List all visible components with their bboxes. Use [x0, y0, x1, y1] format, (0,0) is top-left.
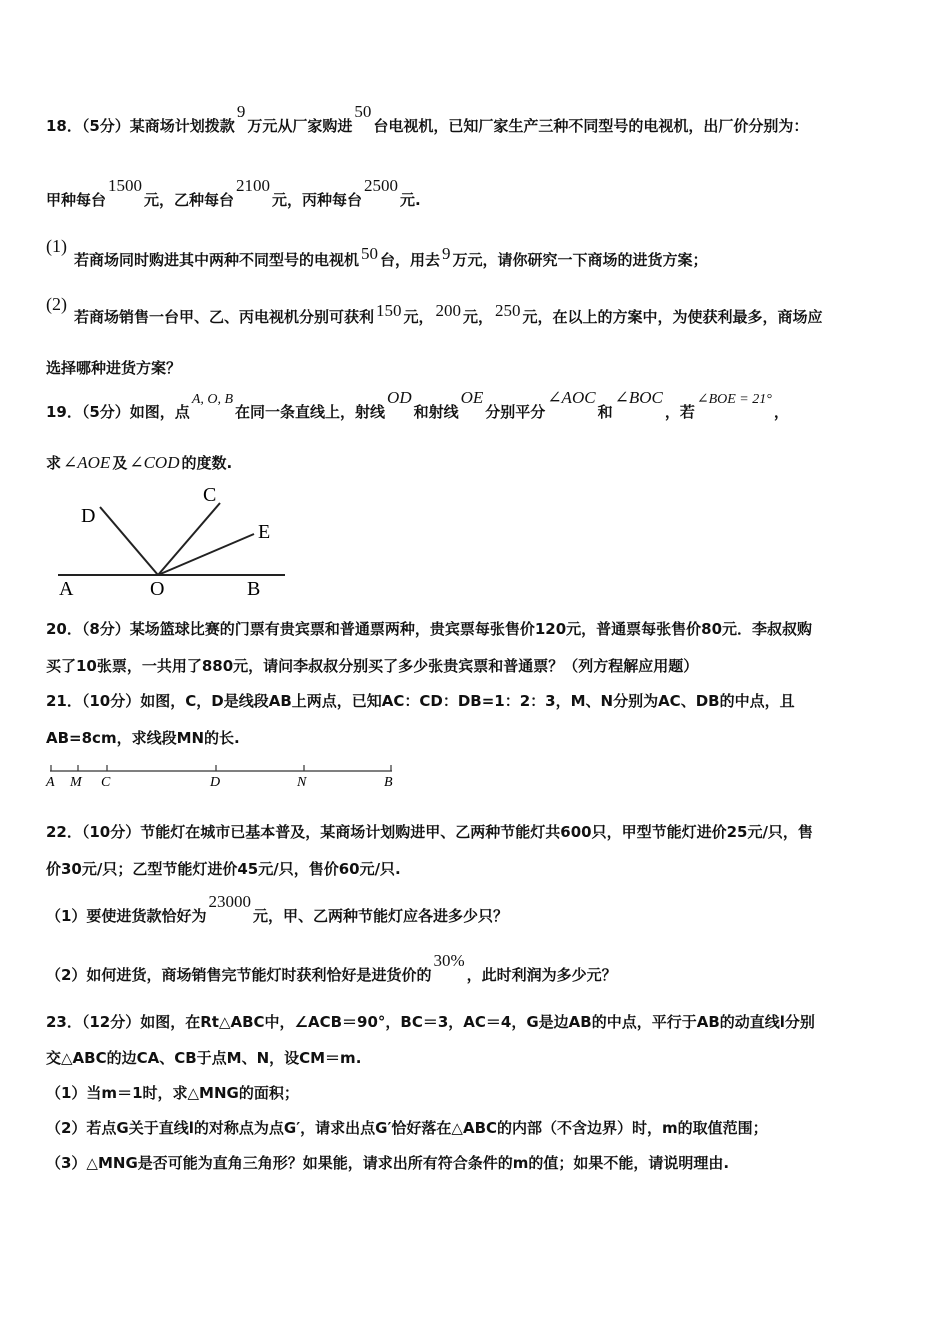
label-a: A — [46, 775, 55, 790]
q20-line2: 买了10张票，一共用了880元，请问李叔叔分别买了多少张贵宾票和普通票？（列方程解应用题） — [46, 657, 699, 675]
q18-line1: 18．（5分）某商场计划拨款9万元从厂家购进50台电视机，已知厂家生产三种不同型号的电视机，出厂价分别为： — [46, 102, 809, 135]
q22-line2: 价30元/只；乙型节能灯进价45元/只，售价60元/只. — [46, 860, 401, 878]
q22-line1: 22．（10分）节能灯在城市已基本普及，某商场计划购进甲、乙两种节能灯共600只，甲型节能灯进价25元/只，售 — [46, 823, 813, 841]
q18-part2: 若商场销售一台甲、乙、丙电视机分别可获利 150 元， 200 元， 250 元，在以上的方案中，为使获利最多，商场应 — [74, 301, 823, 326]
label-d: D — [81, 505, 96, 527]
q22-part2: （2）如何进货，商场销售完节能灯时获利恰好是进货价的30%，此时利润为多少元？ — [46, 951, 617, 984]
q23-part1: （1）当m＝1时，求△MNG的面积； — [46, 1084, 299, 1102]
q19-line2: 求 ∠AOE 及 ∠COD 的度数. — [46, 453, 233, 472]
q18-part2-label: (2) — [46, 294, 67, 314]
label-n: N — [297, 775, 307, 790]
q23-line2: 交△ABC的边CA、CB于点M、N，设CM＝m. — [46, 1049, 362, 1067]
label-c: C — [101, 775, 111, 790]
math-9: 9 — [236, 102, 246, 121]
q23-part3: （3）△MNG是否可能为直角三角形？如果能，请求出所有符合条件的m的值；如果不能，请说明理由. — [46, 1154, 730, 1172]
q19-line1: 19．（5分）如图，点A, O, B在同一条直线上，射线OD和射线OE分别平分∠AOC和∠BOC，若∠BOE = 21°， — [46, 388, 789, 421]
q23-line1: 23．（12分）如图，在Rt△ABC中，∠ACB＝90°，BC＝3，AC＝4，G是边AB的中点，平行于AB的动直线l分别 — [46, 1013, 815, 1031]
q18-line2: 甲种每台1500元，乙种每台2100元，丙种每台2500元. — [46, 176, 421, 209]
q20-line1: 20．（8分）某场篮球比赛的门票有贵宾票和普通票两种，贵宾票每张售价120元，普通票每张售价80元．李叔叔购 — [46, 620, 813, 638]
math-50: 50 — [354, 102, 372, 121]
label-c: C — [203, 484, 217, 506]
label-b: B — [247, 578, 261, 600]
label-e: E — [258, 521, 271, 543]
label-a: A — [59, 578, 74, 600]
q18-part2-cont: 选择哪种进货方案？ — [46, 359, 182, 377]
q23-part2: （2）若点G关于直线l的对称点为点G′，请求出点G′恰好落在△ABC的内部（不含边界）时，m的取值范围； — [46, 1119, 768, 1137]
q21-line2: AB=8cm，求线段MN的长. — [46, 729, 240, 747]
label-m: M — [70, 775, 82, 790]
q21-line1: 21．（10分）如图，C，D是线段AB上两点，已知AC：CD：DB=1：2：3，M、N分别为AC、DB的中点，且 — [46, 692, 795, 710]
label-b: B — [384, 775, 393, 790]
q18-part1-label: (1) — [46, 236, 67, 256]
q22-part1: （1）要使进货款恰好为23000元，甲、乙两种节能灯应各进多少只？ — [46, 892, 508, 925]
label-d: D — [210, 775, 221, 790]
q18-part1: 若商场同时购进其中两种不同型号的电视机 50 台，用去 9 万元，请你研究一下商场的进货方案； — [74, 244, 708, 269]
label-o: O — [150, 578, 165, 600]
